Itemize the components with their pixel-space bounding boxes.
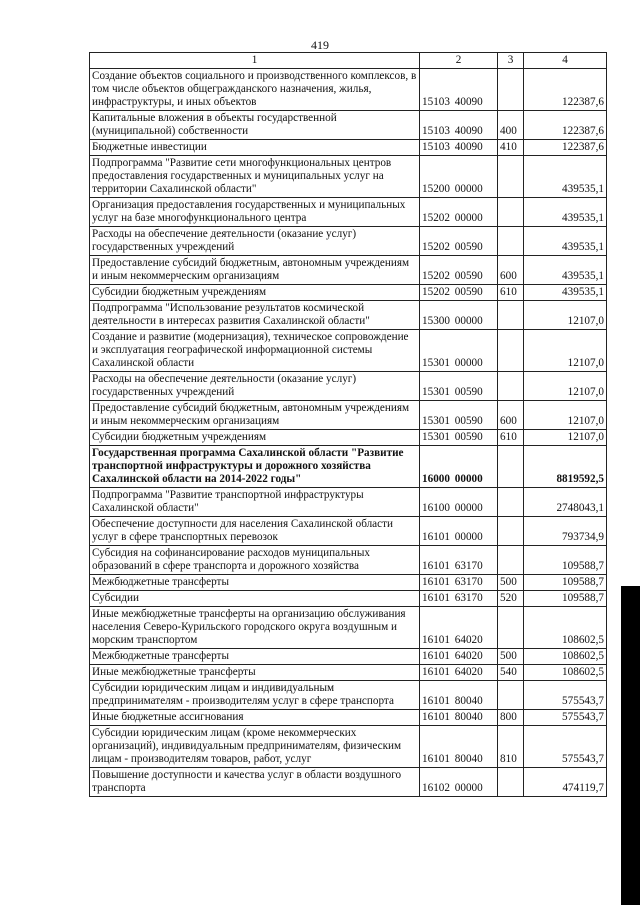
row-name-cell: Капитальные вложения в объекты государственной (муниципальной) собственности	[90, 111, 420, 140]
table-row	[90, 301, 607, 330]
row-target-code-cell: 15301 00590	[420, 372, 498, 401]
table-row	[90, 330, 607, 372]
row-expense-type-cell: 800	[498, 710, 524, 726]
page-number: 419	[311, 38, 329, 52]
row-amount-cell: 108602,5	[524, 665, 607, 681]
row-amount-cell: 12107,0	[524, 401, 607, 430]
row-amount-cell: 439535,1	[524, 285, 607, 301]
table-row	[90, 156, 607, 198]
row-name-cell: Бюджетные инвестиции	[90, 140, 420, 156]
row-target-code-cell: 16101 00000	[420, 517, 498, 546]
row-target-code-cell: 15202 00590	[420, 256, 498, 285]
table-row	[90, 591, 607, 607]
table-row	[90, 227, 607, 256]
row-name-cell: Иные межбюджетные трансферты на организацию обслуживания населения Северо-Курильского городского округа воздушным и морским транспортом	[90, 607, 420, 649]
row-expense-type-cell	[498, 607, 524, 649]
row-target-code-cell: 16101 63170	[420, 575, 498, 591]
row-amount-cell: 12107,0	[524, 430, 607, 446]
scan-edge-bar	[621, 586, 640, 905]
table-row	[90, 198, 607, 227]
row-target-code-cell: 15300 00000	[420, 301, 498, 330]
row-name-cell: Создание и развитие (модернизация), техническое сопровождение и эксплуатация географической информационной системы Сахалинской области	[90, 330, 420, 372]
row-name-cell: Иные бюджетные ассигнования	[90, 710, 420, 726]
table-row	[90, 517, 607, 546]
row-expense-type-cell	[498, 372, 524, 401]
row-name-cell: Предоставление субсидий бюджетным, автономным учреждениям и иным некоммерческим организациям	[90, 401, 420, 430]
row-expense-type-cell: 400	[498, 111, 524, 140]
row-expense-type-cell	[498, 227, 524, 256]
row-target-code-cell: 16101 63170	[420, 591, 498, 607]
row-name-cell: Подпрограмма "Развитие сети многофункциональных центров предоставления государственных и муниципальных услуг на территории Сахалинской области"	[90, 156, 420, 198]
table-row	[90, 575, 607, 591]
table-row	[90, 446, 607, 488]
row-name-cell: Предоставление субсидий бюджетным, автономным учреждениям и иным некоммерческим организациям	[90, 256, 420, 285]
row-expense-type-cell: 500	[498, 575, 524, 591]
table-row	[90, 546, 607, 575]
row-name-cell: Создание объектов социального и производственного комплексов, в том числе объектов общегражданского назначения, жилья, инфраструктуры, и иных объектов	[90, 69, 420, 111]
row-expense-type-cell	[498, 156, 524, 198]
row-target-code-cell: 16102 00000	[420, 768, 498, 797]
row-expense-type-cell: 610	[498, 430, 524, 446]
row-name-cell: Расходы на обеспечение деятельности (оказание услуг) государственных учреждений	[90, 227, 420, 256]
row-amount-cell: 109588,7	[524, 591, 607, 607]
table-row	[90, 401, 607, 430]
row-expense-type-cell: 600	[498, 256, 524, 285]
row-amount-cell: 575543,7	[524, 681, 607, 710]
row-amount-cell: 12107,0	[524, 372, 607, 401]
row-amount-cell: 122387,6	[524, 140, 607, 156]
table-row	[90, 140, 607, 156]
row-expense-type-cell	[498, 301, 524, 330]
row-target-code-cell: 15301 00000	[420, 330, 498, 372]
column-header-target-code: 2	[420, 53, 498, 69]
table-row	[90, 607, 607, 649]
table-row	[90, 710, 607, 726]
row-target-code-cell: 15202 00000	[420, 198, 498, 227]
row-expense-type-cell: 540	[498, 665, 524, 681]
table-header-row	[90, 53, 607, 69]
row-amount-cell: 439535,1	[524, 156, 607, 198]
table-row	[90, 256, 607, 285]
row-expense-type-cell: 500	[498, 649, 524, 665]
row-expense-type-cell: 610	[498, 285, 524, 301]
table-row	[90, 372, 607, 401]
row-amount-cell: 8819592,5	[524, 446, 607, 488]
table-row	[90, 768, 607, 797]
row-expense-type-cell	[498, 330, 524, 372]
row-expense-type-cell: 520	[498, 591, 524, 607]
row-target-code-cell: 16101 64020	[420, 665, 498, 681]
table-body	[90, 69, 607, 797]
row-name-cell: Государственная программа Сахалинской области "Развитие транспортной инфраструктуры и дорожного хозяйства Сахалинской области на 2014-2022 годы"	[90, 446, 420, 488]
column-header-expense-type: 3	[498, 53, 524, 69]
row-name-cell: Субсидии бюджетным учреждениям	[90, 285, 420, 301]
row-name-cell: Повышение доступности и качества услуг в области воздушного транспорта	[90, 768, 420, 797]
row-target-code-cell: 15301 00590	[420, 401, 498, 430]
row-expense-type-cell	[498, 69, 524, 111]
row-target-code-cell: 15301 00590	[420, 430, 498, 446]
row-amount-cell: 793734,9	[524, 517, 607, 546]
row-expense-type-cell	[498, 488, 524, 517]
row-expense-type-cell: 410	[498, 140, 524, 156]
row-expense-type-cell	[498, 768, 524, 797]
column-header-amount: 4	[524, 53, 607, 69]
table-row	[90, 111, 607, 140]
row-target-code-cell: 16101 80040	[420, 710, 498, 726]
row-target-code-cell: 15200 00000	[420, 156, 498, 198]
row-target-code-cell: 15202 00590	[420, 227, 498, 256]
row-target-code-cell: 16101 64020	[420, 649, 498, 665]
row-amount-cell: 12107,0	[524, 330, 607, 372]
row-name-cell: Иные межбюджетные трансферты	[90, 665, 420, 681]
row-amount-cell: 439535,1	[524, 256, 607, 285]
row-name-cell: Организация предоставления государственных и муниципальных услуг на базе многофункционального центра	[90, 198, 420, 227]
row-name-cell: Субсидии юридическим лицам и индивидуальным предпринимателям - производителям услуг в сфере транспорта	[90, 681, 420, 710]
table-row	[90, 430, 607, 446]
table-row	[90, 285, 607, 301]
row-target-code-cell: 15103 40090	[420, 140, 498, 156]
row-expense-type-cell	[498, 517, 524, 546]
row-name-cell: Подпрограмма "Развитие транспортной инфраструктуры Сахалинской области"	[90, 488, 420, 517]
row-name-cell: Субсидия на софинансирование расходов муниципальных образований в сфере транспорта и дорожного хозяйства	[90, 546, 420, 575]
budget-table	[89, 52, 607, 797]
row-expense-type-cell	[498, 546, 524, 575]
row-name-cell: Подпрограмма "Использование результатов космической деятельности в интересах развития Сахалинской области"	[90, 301, 420, 330]
row-name-cell: Межбюджетные трансферты	[90, 649, 420, 665]
row-expense-type-cell: 810	[498, 726, 524, 768]
row-target-code-cell: 16100 00000	[420, 488, 498, 517]
row-amount-cell: 108602,5	[524, 607, 607, 649]
row-target-code-cell: 16101 80040	[420, 726, 498, 768]
row-amount-cell: 439535,1	[524, 227, 607, 256]
row-amount-cell: 122387,6	[524, 69, 607, 111]
row-target-code-cell: 15103 40090	[420, 111, 498, 140]
row-expense-type-cell	[498, 446, 524, 488]
row-target-code-cell: 15103 40090	[420, 69, 498, 111]
column-header-name: 1	[90, 53, 420, 69]
table-row	[90, 69, 607, 111]
row-name-cell: Межбюджетные трансферты	[90, 575, 420, 591]
row-amount-cell: 109588,7	[524, 546, 607, 575]
row-amount-cell: 109588,7	[524, 575, 607, 591]
table-row	[90, 726, 607, 768]
row-amount-cell: 12107,0	[524, 301, 607, 330]
row-expense-type-cell	[498, 681, 524, 710]
row-amount-cell: 108602,5	[524, 649, 607, 665]
table-row	[90, 649, 607, 665]
table-row	[90, 488, 607, 517]
row-amount-cell: 575543,7	[524, 710, 607, 726]
row-name-cell: Субсидии	[90, 591, 420, 607]
row-target-code-cell: 16101 80040	[420, 681, 498, 710]
row-amount-cell: 575543,7	[524, 726, 607, 768]
row-amount-cell: 122387,6	[524, 111, 607, 140]
row-name-cell: Обеспечение доступности для населения Сахалинской области услуг в сфере транспортных перевозок	[90, 517, 420, 546]
row-name-cell: Субсидии юридическим лицам (кроме некоммерческих организаций), индивидуальным предпринимателям, физическим лицам - производителям товаров, работ, услуг	[90, 726, 420, 768]
row-amount-cell: 439535,1	[524, 198, 607, 227]
row-expense-type-cell	[498, 198, 524, 227]
row-target-code-cell: 16101 64020	[420, 607, 498, 649]
row-amount-cell: 474119,7	[524, 768, 607, 797]
row-target-code-cell: 16101 63170	[420, 546, 498, 575]
row-target-code-cell: 16000 00000	[420, 446, 498, 488]
row-target-code-cell: 15202 00590	[420, 285, 498, 301]
row-expense-type-cell: 600	[498, 401, 524, 430]
table-row	[90, 681, 607, 710]
row-name-cell: Расходы на обеспечение деятельности (оказание услуг) государственных учреждений	[90, 372, 420, 401]
row-name-cell: Субсидии бюджетным учреждениям	[90, 430, 420, 446]
row-amount-cell: 2748043,1	[524, 488, 607, 517]
table-row	[90, 665, 607, 681]
